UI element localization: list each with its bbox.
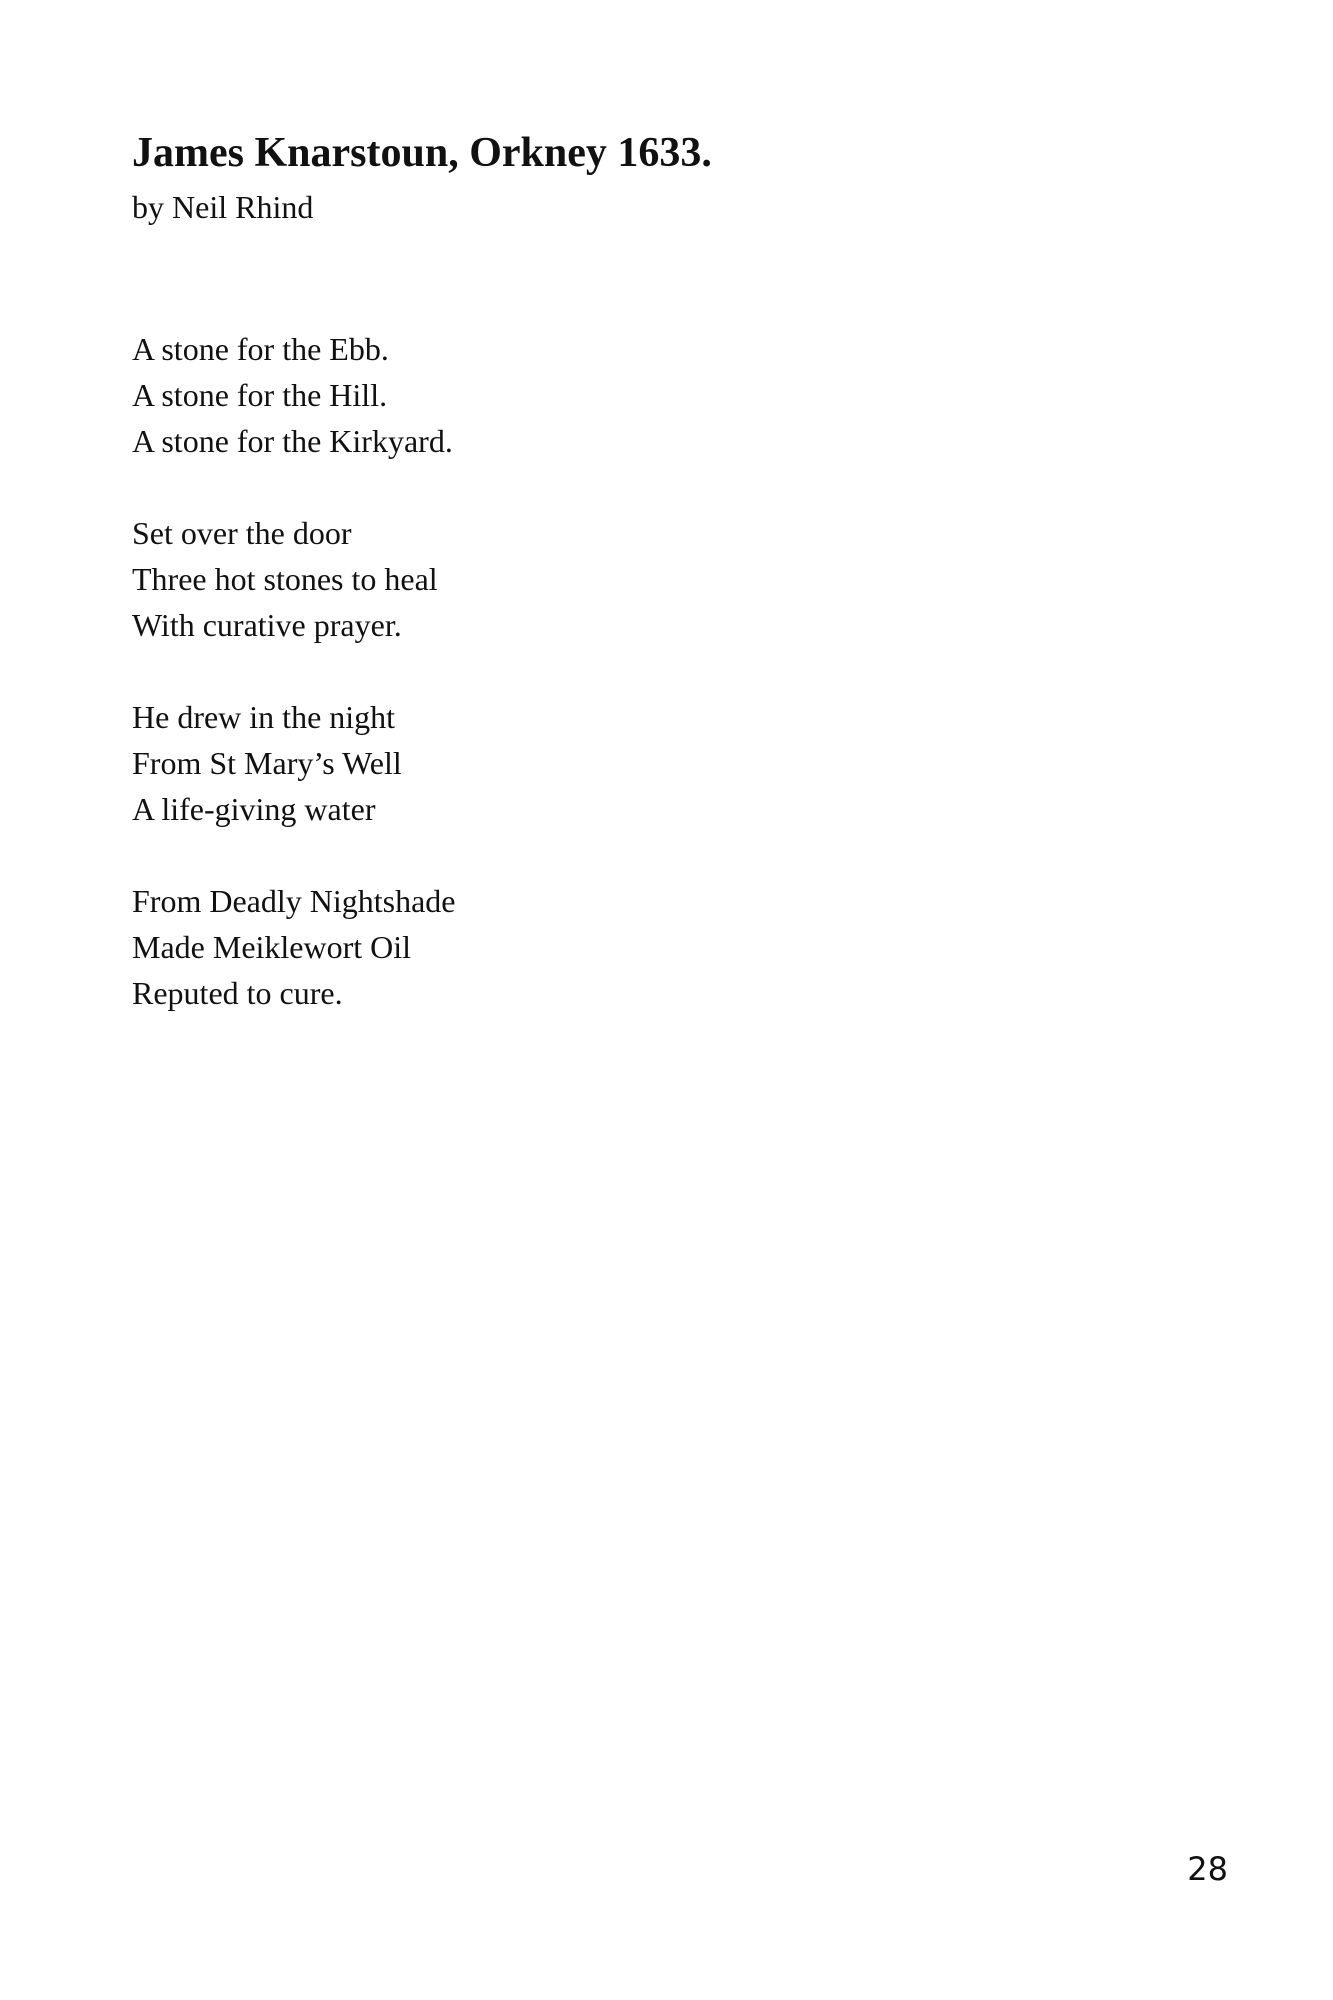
stanza-3 (132, 694, 456, 832)
stanza-1 (132, 326, 456, 464)
poem-line: A stone for the Hill. (132, 377, 388, 413)
poem-line: Made Meiklewort Oil (132, 929, 412, 965)
poem-byline: by Neil Rhind (132, 189, 314, 225)
poem-line: From St Mary’s Well (132, 745, 402, 781)
poem-line: A stone for the Ebb. (132, 331, 389, 367)
poem-line: A life-giving water (132, 791, 376, 827)
poem-line: Set over the door (132, 515, 352, 551)
poem-line: With curative prayer. (132, 607, 402, 643)
poem-body (132, 326, 456, 1062)
poem-title: James Knarstoun, Orkney 1633. (132, 130, 712, 176)
stanza-4 (132, 878, 456, 1016)
stanza-2 (132, 510, 456, 648)
poem-line: Reputed to cure. (132, 975, 343, 1011)
poem-line: Three hot stones to heal (132, 561, 438, 597)
poem-line: A stone for the Kirkyard. (132, 423, 453, 459)
poem-line: He drew in the night (132, 699, 396, 735)
poem-line: From Deadly Nightshade (132, 883, 456, 919)
page-number: 28 (1187, 1850, 1228, 1888)
